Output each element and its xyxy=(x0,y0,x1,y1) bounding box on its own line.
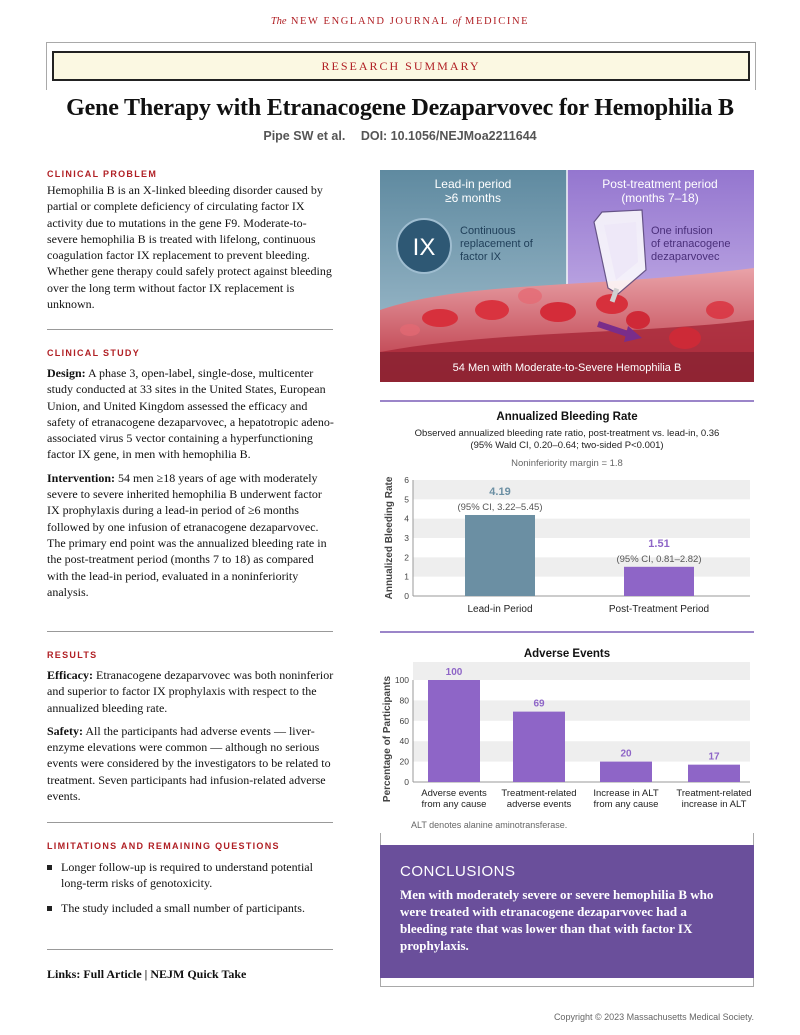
x-category-label: increase in ALT xyxy=(681,799,747,810)
y-tick-label: 60 xyxy=(399,715,409,726)
links-row xyxy=(47,967,246,982)
post-treatment-duration: (months 7–18) xyxy=(621,191,699,205)
x-category-label: Treatment-related xyxy=(676,788,752,799)
factor-ix-badge-label: IX xyxy=(412,234,436,261)
y-axis-label: Annualized Bleeding Rate xyxy=(384,476,395,600)
limitations-list xyxy=(47,859,334,916)
bar xyxy=(624,567,694,596)
x-category-label: Adverse events xyxy=(421,788,487,799)
y-tick-label: 100 xyxy=(394,675,409,685)
efficacy-label: Efficacy: xyxy=(47,668,93,682)
y-tick-label: 2 xyxy=(404,552,409,563)
safety-text: All the participants had adverse events — liver-enzyme elevations were common — although no serious events were considered by the investigators to be related to treatment. Seven participants had infusion-related adverse events. xyxy=(47,723,331,804)
x-category-label: Treatment-related xyxy=(501,788,577,799)
y-tick-label: 0 xyxy=(404,777,409,787)
bar xyxy=(465,515,535,596)
grid-band xyxy=(413,480,750,499)
x-category-label: from any cause xyxy=(593,799,659,810)
doi[interactable]: DOI: 10.1056/NEJMoa2211644 xyxy=(360,129,537,143)
lead-in-desc-line: factor IX xyxy=(460,251,501,263)
limitations-heading: LIMITATIONS AND REMAINING QUESTIONS xyxy=(47,841,280,851)
lead-in-desc-line: replacement of xyxy=(460,238,533,250)
quick-take-link[interactable]: NEJM Quick Take xyxy=(150,967,247,981)
clinical-study-heading: CLINICAL STUDY xyxy=(47,348,141,358)
chart-divider xyxy=(380,400,754,402)
chart-divider xyxy=(380,631,754,633)
x-category-label: Post-Treatment Period xyxy=(608,604,710,615)
y-tick-label: 6 xyxy=(404,475,409,485)
clinical-problem-text: Hemophilia B is an X-linked bleeding disorder caused by partial or complete deficiency of circulating factor IX activity due to mutations in the gene F9. Moderate-to-severe hemophilia B is treated with lifelong, continuous coagulation factor IX replacement to prevent bleeding. Whether gene therapy could safely protect against bleeding over the long term without factor IX replacement is unknown. xyxy=(47,183,332,312)
ae-chart xyxy=(380,662,754,812)
divider xyxy=(47,822,333,823)
y-axis-label: Percentage of Participants xyxy=(382,675,393,803)
post-treatment-title: Post-treatment period xyxy=(602,177,718,191)
bar xyxy=(600,762,652,782)
efficacy-text: Etranacogene dezaparvovec was both noninferior and superior to factor IX prophylaxis with respect to the annualized bleeding rate. xyxy=(47,668,334,715)
intervention-label: Intervention: xyxy=(47,470,115,485)
noninferiority-margin-label: Noninferiority margin = 1.8 xyxy=(511,458,623,469)
bar xyxy=(428,680,480,782)
x-category-label: Lead-in Period xyxy=(467,604,533,615)
links-separator: | xyxy=(144,967,148,981)
divider xyxy=(47,329,333,330)
results-heading: RESULTS xyxy=(47,650,98,660)
intervention-text: 54 men ≥18 years of age with moderately severe to severe inherited hemophilia B underwent factor IX prophylaxis during a lead-in period of ≥6 months followed by one infusion of etranacogene dezaparvovec. The primary end point was the annualized bleeding rate in the post-treatment period (months 7 to 18) as compared with the lead-in period, evaluated in a noninferiority analysis. xyxy=(47,470,327,599)
bar-value-label: 20 xyxy=(620,748,632,760)
page-title: Gene Therapy with Etranacogene Dezaparvovec for Hemophilia B xyxy=(66,95,734,121)
conclusions-box xyxy=(380,845,754,978)
post-desc-line: dezaparvovec xyxy=(651,251,720,263)
x-category-label: from any cause xyxy=(421,799,487,810)
list-item: Longer follow-up is required to understand potential long-term risks of genotoxicity. xyxy=(47,859,334,892)
population-label: 54 Men with Moderate-to-Severe Hemophilia B xyxy=(452,362,682,374)
list-item: The study included a small number of participants. xyxy=(47,900,334,916)
abr-chart-svg xyxy=(380,452,754,624)
divider xyxy=(47,631,333,632)
journal-of: of xyxy=(452,16,461,27)
bar-ci-label: (95% CI, 0.81–2.82) xyxy=(616,553,702,565)
bar-value-label: 69 xyxy=(533,698,545,710)
clinical-problem-heading: CLINICAL PROBLEM xyxy=(47,169,158,179)
divider xyxy=(47,949,333,950)
design-paragraph xyxy=(47,365,334,463)
bar-value-label: 1.51 xyxy=(648,537,670,550)
bar-value-label: 4.19 xyxy=(489,485,511,498)
design-text: A phase 3, open-label, single-dose, multicenter study conducted at 33 sites in the United States, European Union, and United Kingdom assessed the efficacy and safety of etranacogene dezaparvovec, a hepatotropic adeno-associated virus 5 vector containing a hyperfunctioning factor IX gene, in men with hemophilia B. xyxy=(47,366,334,462)
y-tick-label: 40 xyxy=(399,736,409,747)
conclusions-heading: CONCLUSIONS xyxy=(400,863,516,880)
bar-value-label: 17 xyxy=(708,751,720,763)
y-tick-label: 4 xyxy=(404,513,409,524)
y-tick-label: 1 xyxy=(404,571,409,582)
full-article-link[interactable]: Links: Full Article xyxy=(47,967,142,981)
y-tick-label: 20 xyxy=(399,756,409,767)
abr-chart xyxy=(380,452,754,624)
bar xyxy=(513,712,565,782)
lead-in-desc-line: Continuous xyxy=(460,225,516,237)
post-desc-line: One infusion xyxy=(651,225,713,237)
safety-label: Safety: xyxy=(47,723,83,738)
design-label: Design: xyxy=(47,366,86,380)
byline xyxy=(0,129,800,143)
y-tick-label: 3 xyxy=(404,533,409,543)
bar-value-label: 100 xyxy=(445,667,463,678)
journal-prefix: The xyxy=(270,16,287,27)
grid-band xyxy=(413,662,750,680)
y-tick-label: 5 xyxy=(404,494,409,505)
journal-masthead xyxy=(0,16,800,27)
safety-paragraph xyxy=(47,723,334,804)
bar xyxy=(688,765,740,782)
limitations-body xyxy=(47,859,334,924)
chart-footnote: ALT denotes alanine aminotransferase. xyxy=(411,820,568,830)
journal-name-end: MEDICINE xyxy=(465,16,530,27)
abr-chart-subtitle: (95% Wald CI, 0.20–0.64; two-sided P<0.001) xyxy=(470,440,664,451)
y-tick-label: 80 xyxy=(399,695,409,706)
results-body xyxy=(47,667,334,811)
clinical-study-body xyxy=(47,365,334,607)
efficacy-paragraph xyxy=(47,667,334,716)
abr-chart-subtitle: Observed annualized bleeding rate ratio, post-treatment vs. lead-in, 0.36 xyxy=(414,428,720,439)
abr-chart-title: Annualized Bleeding Rate xyxy=(496,411,638,423)
lead-in-title: Lead-in period xyxy=(434,177,512,191)
post-desc-line: of etranacogene xyxy=(651,238,731,250)
ae-chart-svg xyxy=(380,662,754,812)
conclusions-text: Men with moderately severe or severe hemophilia B who were treated with etranacogene dezaparvovec had a bleeding rate that was lower than that with factor IX prophylaxis. xyxy=(400,887,714,953)
grid-band xyxy=(413,519,750,538)
lead-in-duration: ≥6 months xyxy=(445,191,501,205)
x-category-label: adverse events xyxy=(506,799,572,810)
x-category-label: Increase in ALT xyxy=(593,788,659,799)
ae-chart-title: Adverse Events xyxy=(523,648,611,660)
study-design-illustration xyxy=(380,170,754,382)
journal-name-part: NEW ENGLAND JOURNAL xyxy=(290,16,449,27)
intervention-paragraph xyxy=(47,470,334,600)
y-tick-label: 0 xyxy=(404,591,409,601)
authors: Pipe SW et al. xyxy=(263,129,346,143)
bar-ci-label: (95% CI, 3.22–5.45) xyxy=(457,501,543,513)
copyright: Copyright © 2023 Massachusetts Medical Society. xyxy=(553,1012,754,1022)
section-label: RESEARCH SUMMARY xyxy=(52,51,750,81)
